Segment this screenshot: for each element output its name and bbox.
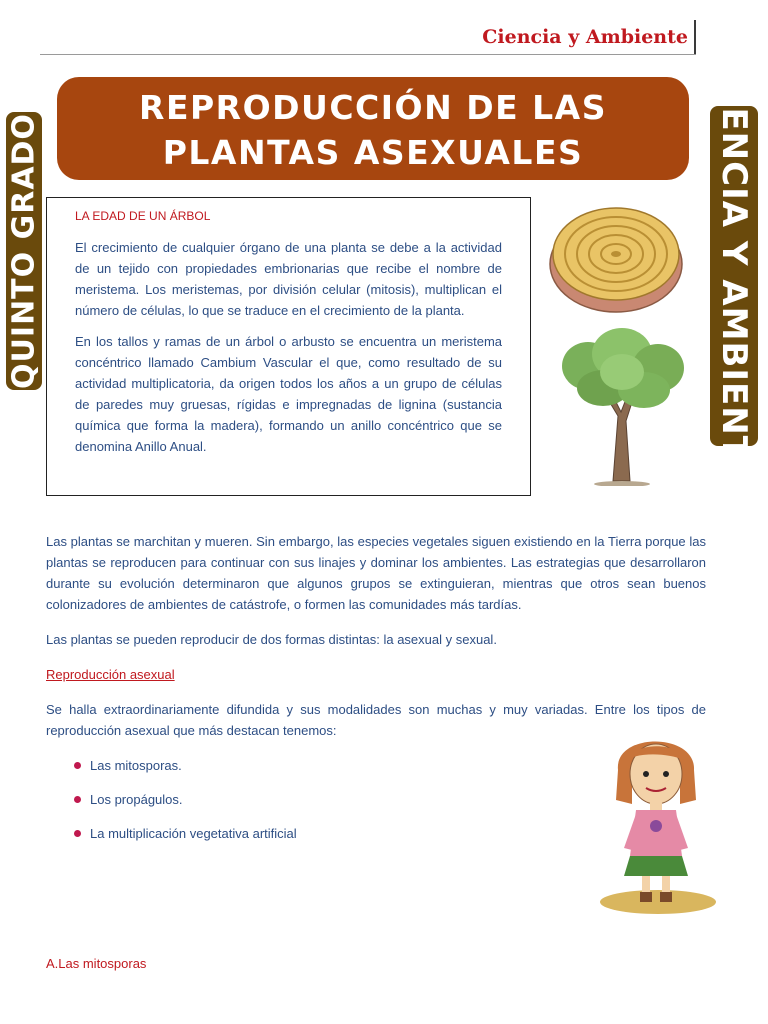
grade-label: QUINTO GRADO xyxy=(6,113,42,389)
page-title xyxy=(57,77,689,180)
title-line-2: PLANTAS ASEXUALES xyxy=(162,133,584,172)
girl-icon xyxy=(596,722,716,918)
list-item-text: Las mitosporas. xyxy=(90,758,182,773)
tree-ring-icon xyxy=(546,198,686,318)
grade-side-tab xyxy=(6,112,42,390)
list-item-text: La multiplicación vegetativa artificial xyxy=(90,826,297,841)
intro-paragraph: Las plantas se marchitan y mueren. Sin embargo, las especies vegetales siguen existiendo en la Tierra porque las plantas se reproducen para continuar con sus linajes y dominar los ambientes. Las estrategias que desarrollaron durante su evolución determinaron que algunos grupos se extinguieran, mientras que otros sean buenos colonizadores de ambientes de catástrofe, o formen las comunidades más tardías. xyxy=(46,534,706,612)
tree-age-box xyxy=(46,197,531,496)
bullet-icon xyxy=(74,796,81,803)
subject-header: Ciencia y Ambiente xyxy=(482,26,688,48)
next-section-label: A.Las mitosporas xyxy=(46,956,147,971)
subject-side-tab xyxy=(710,67,758,485)
box-paragraph-2: En los tallos y ramas de un árbol o arbusto se encuentra un meristema concéntrico llamado Cambium Vascular el que, como resultado de su actividad multiplicatoria, da origen todos los años a un grupo de células de paredes muy gruesas, rígidas e impregnadas de lignina (sustancia química que forma la madera), formando un anillo concéntrico que se denomina Anillo Anual. xyxy=(75,334,502,454)
bullet-icon xyxy=(74,830,81,837)
asexual-paragraph: Se halla extraordinariamente difundida y sus modalidades son muchas y muy variadas. Entre los tipos de reproducción asexual que más destacan tenemos: xyxy=(46,702,706,738)
section-heading xyxy=(46,664,706,685)
list-item-text: Los propágulos. xyxy=(90,792,183,807)
box-paragraph-1: El crecimiento de cualquier órgano de una planta se debe a la actividad de un tejido con propiedades embrionarias que recibe el nombre de meristema. Los meristemas, por división celular (mitosis), multiplican el número de células, lo que se traduce en el crecimiento de la planta. xyxy=(75,240,502,318)
header-rule xyxy=(40,54,696,55)
tree-icon xyxy=(558,326,688,486)
subject-side-label: CIENCIA Y AMBIENTE xyxy=(714,67,754,485)
bullet-icon xyxy=(74,762,81,769)
forms-paragraph: Las plantas se pueden reproducir de dos formas distintas: la asexual y sexual. xyxy=(46,632,497,647)
box-heading: LA EDAD DE UN ÁRBOL xyxy=(75,209,211,223)
section-heading-text: Reproducción asexual xyxy=(46,667,175,682)
title-line-1: REPRODUCCIÓN DE LAS xyxy=(139,88,607,127)
header-divider xyxy=(694,20,696,54)
